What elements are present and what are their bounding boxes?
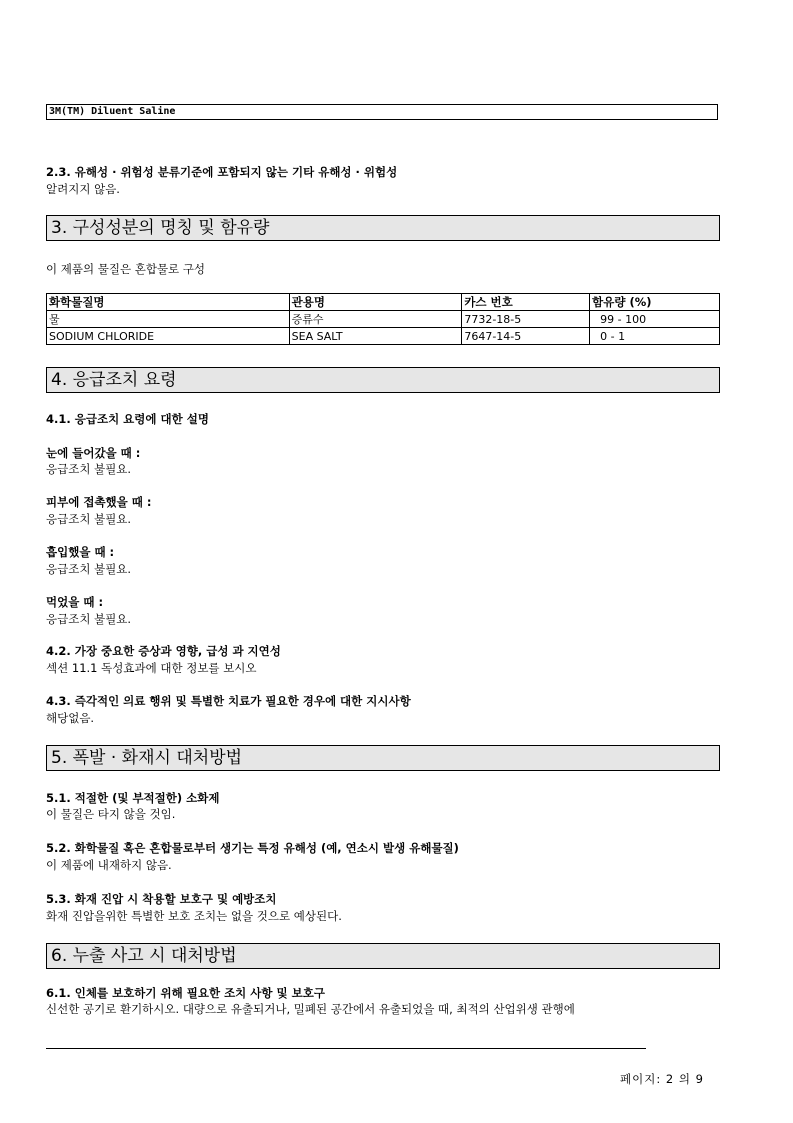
section-4-2-heading: 4.2. 가장 중요한 증상과 영향, 급성 과 지연성 [46,644,281,658]
section-3-intro: 이 제품의 물질은 혼합물로 구성 [46,262,206,276]
cell-chemical-name: 물 [47,311,290,328]
cell-content: 99 - 100 [590,311,720,328]
section-6-1-text: 신선한 공기로 환기하시오. 대량으로 유출되거나, 밀폐된 공간에서 유출되었을 때, 최적의 산업위생 관행에 [46,1002,575,1016]
table-row [47,311,720,328]
page-number: 페이지: 2 의 9 [620,1072,704,1086]
cell-common-name: SEA SALT [289,328,462,345]
composition-table [46,293,720,345]
section-5-3-heading: 5.3. 화재 진압 시 착용할 보호구 및 예방조치 [46,892,277,906]
col-header-common-name: 관용명 [289,294,462,311]
section-2-3-text: 알려지지 않음. [46,182,120,196]
col-header-chemical-name: 화학물질명 [47,294,290,311]
section-6-title: 6. 누출 사고 시 대처방법 [46,943,720,969]
footer-divider [46,1048,646,1049]
cell-content: 0 - 1 [590,328,720,345]
section-5-title: 5. 폭발 · 화재시 대처방법 [46,745,720,771]
cell-cas-number: 7647-14-5 [462,328,590,345]
section-4-3-text: 해당없음. [46,711,95,725]
col-header-cas-number: 카스 번호 [462,294,590,311]
eye-contact-heading: 눈에 들어갔을 때 : [46,446,141,460]
inhalation-heading: 흡입했을 때 : [46,545,115,559]
section-4-2-text: 섹션 11.1 독성효과에 대한 정보를 보시오 [46,661,257,675]
eye-contact-text: 응급조치 불필요. [46,462,132,476]
section-2-3-heading: 2.3. 유해성 · 위험성 분류기준에 포함되지 않는 기타 유해성 · 위험성 [46,165,398,179]
product-name-box [46,104,718,120]
cell-chemical-name: SODIUM CHLORIDE [47,328,290,345]
section-5-1-text: 이 물질은 타지 않을 것임. [46,807,176,821]
skin-contact-text: 응급조치 불필요. [46,512,132,526]
cell-cas-number: 7732-18-5 [462,311,590,328]
section-4-1-heading: 4.1. 응급조치 요령에 대한 설명 [46,412,209,426]
inhalation-text: 응급조치 불필요. [46,562,132,576]
section-5-1-heading: 5.1. 적절한 (및 부적절한) 소화제 [46,791,220,805]
product-name: 3M(TM) Diluent Saline [49,106,176,117]
section-3-title: 3. 구성성분의 명칭 및 함유량 [46,215,720,241]
section-5-2-text: 이 제품에 내재하지 않음. [46,858,172,872]
ingestion-text: 응급조치 불필요. [46,612,132,626]
section-4-title: 4. 응급조치 요령 [46,367,720,393]
section-5-2-heading: 5.2. 화학물질 혹은 혼합물로부터 생기는 특정 유해성 (예, 연소시 발생 유해물질) [46,841,459,855]
skin-contact-heading: 피부에 접촉했을 때 : [46,495,152,509]
section-5-3-text: 화재 진압을위한 특별한 보호 조치는 없을 것으로 예상된다. [46,909,342,923]
table-header-row [47,294,720,311]
table-row [47,328,720,345]
cell-common-name: 증류수 [289,311,462,328]
section-4-3-heading: 4.3. 즉각적인 의료 행위 및 특별한 치료가 필요한 경우에 대한 지시사항 [46,694,411,708]
ingestion-heading: 먹었을 때 : [46,595,104,609]
col-header-content: 함유량 (%) [590,294,720,311]
section-6-1-heading: 6.1. 인체를 보호하기 위해 필요한 조치 사항 및 보호구 [46,986,325,1000]
